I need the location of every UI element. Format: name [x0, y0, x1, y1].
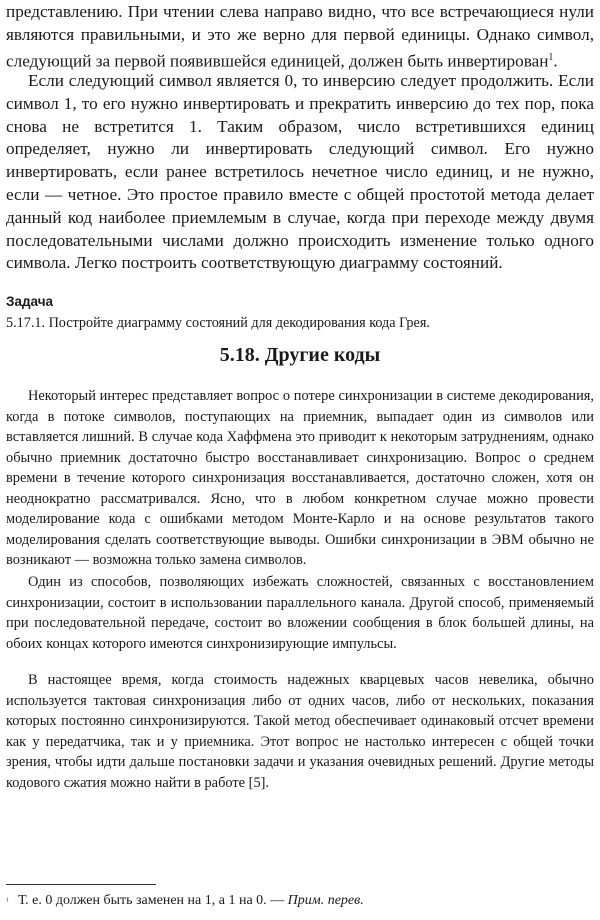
footnote: [6, 893, 594, 909]
paragraph-continuation-text: представлению. При чтении слева направо видно, что все встречающиеся нули являются правильными, и это же верно для первой единицы. Однако символ, следующий за первой появившейся единицей, должен быть инвертирован: [6, 2, 594, 71]
problem-label: Задача: [6, 294, 54, 309]
paragraph-parallel-channel: Один из способов, позволяющих избежать сложностей, связанных с восстановлением синхронизации, состоит в использовании параллельного канала. Другой способ, применяемый при последовательной передаче, состоит во вложении сообщения в блок большей длины, на обоих концах которого имеются синхронизирующие импульсы.: [6, 574, 594, 652]
footnote-divider: [6, 884, 156, 885]
footnote-translator-note: Прим. перев.: [287, 893, 364, 908]
section-title: 5.18. Другие коды: [219, 344, 381, 366]
footnote-text: Т. е. 0 должен быть заменен на 1, а 1 на 0. —: [18, 893, 285, 908]
paragraph-continuation: представлению. При чтении слева направо видно, что все встречающиеся нули являются правильными, и это же верно для первой единицы. Однако символ, следующий за первой появившейся единицей, должен быть инвертирован$^1$.: [6, 2, 594, 71]
problem-text: 5.17.1. Постройте диаграмму состояний для декодирования кода Грея.: [6, 315, 430, 331]
paragraph-sync-loss: Некоторый интерес представляет вопрос о потере синхронизации в системе декодирования, когда в потоке символов, поступающих на приемник, выпадает один из символов или вставляется лишний. В случае кода Хаффмена это приводит к некоторым затруднениям, однако обычно приемник достаточно быстро восстанавливает синхронизацию. Вопрос о среднем времени в течение которого синхронизация восстанавливается, достаточно сложен, хотя он неоднократно рассматривался. Ясно, что в любом конкретном случае можно провести моделирование кода с ошибками методом Монте-Карло и на основе результатов такого моделирования сделать соответствующие выводы. Ошибки синхронизации в ЭВМ обычно не возникают — возможна только замена символов.: [6, 388, 594, 568]
footnote-reference: 1: [548, 51, 554, 63]
paragraph-clock-sync: В настоящее время, когда стоимость надежных кварцевых часов невелика, обычно используется тактовая синхронизация либо от одних часов, либо от нескольких, показания которых постоянно синхронизируются. Такой метод обеспечивает одинаковый отсчет времени как у передатчика, так и у приемника. Этот вопрос не настолько интересен с общей точки зрения, чтобы идти дальше постановки задачи и указания очевидных решений. Другие методы кодового сжатия можно найти в работе [5].: [6, 672, 594, 791]
paragraph-inversion-rule: Если следующий символ является 0, то инверсию следует продолжить. Если символ 1, то его нужно инвертировать и прекратить инверсию до тех пор, пока снова не встретится 1. Таким образом, число встретившихся единиц определяет, нужно ли инвертировать следующий символ. Его нужно инвертировать, если ранее встретилось нечетное число единиц, и не нужно, если — четное. Это простое правило вместе с общей простотой метода делает данный код наиболее приемлемым в случае, когда при переходе между двумя последовательными числами должно происходить изменение только одного символа. Легко построить соответствующую диаграмму состояний.: [6, 71, 594, 273]
footnote-marker: ¹: [6, 896, 10, 907]
